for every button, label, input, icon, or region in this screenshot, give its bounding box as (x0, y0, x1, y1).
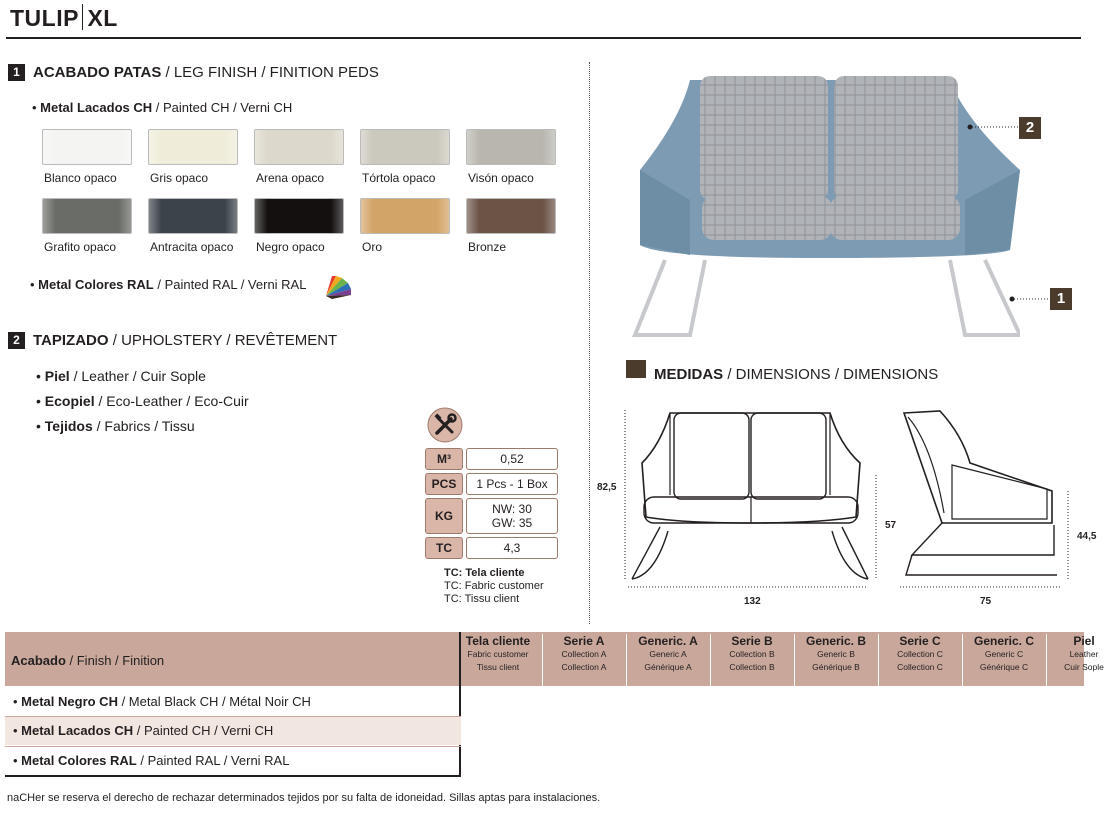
dimensions-heading (626, 360, 938, 383)
tools-icon (427, 407, 463, 443)
dim-depth: 75 (980, 596, 992, 607)
spec-value-weight (466, 498, 558, 534)
column-subtitle: Collection B (729, 662, 775, 672)
finish-swatch (148, 129, 238, 165)
item-bold: Ecopiel (44, 393, 95, 409)
column-separator (589, 62, 590, 624)
table-column-header (710, 634, 794, 674)
finish-swatch (466, 129, 556, 165)
swatch-label: Bronze (468, 240, 507, 254)
side-view-drawing (892, 405, 1074, 595)
column-subtitle: Générique C (979, 662, 1029, 672)
sofa-photo (620, 60, 1020, 350)
table-column-header (626, 634, 710, 674)
tc-note-fr: TC: Tissu client (444, 593, 520, 605)
spec-value-volume: 0,52 (466, 448, 558, 470)
finish-group-ral: • Metal Colores RAL / Painted RAL / Verni RAL (30, 277, 307, 292)
dimensions-title-rest: / DIMENSIONS / DIMENSIONS (723, 366, 939, 383)
net-weight: NW: 30 (492, 502, 532, 516)
dimensions-marker (626, 360, 646, 378)
front-view-drawing (620, 405, 882, 595)
swatch-label: Blanco opaco (44, 171, 117, 185)
column-title: Generic. C (973, 634, 1035, 648)
row-rest: / Metal Black CH / Métal Noir CH (117, 694, 311, 709)
dim-width: 132 (744, 596, 761, 607)
pin-leader-line (1008, 294, 1050, 304)
swatch-label: Visón opaco (468, 171, 534, 185)
table-row: • Metal Lacados CH / Painted CH / Verni CH (5, 717, 461, 745)
item-rest: / Eco-Leather / Eco-Cuir (94, 393, 249, 409)
column-divider (1046, 634, 1047, 686)
footer-disclaimer: naCHer se reserva el derecho de rechazar determinados tejidos por su falta de idoneidad. Sillas aptas para instalaciones. (7, 792, 601, 804)
swatch-label: Tórtola opaco (362, 171, 436, 185)
finish-swatch (360, 198, 450, 234)
tc-note-es: TC: Tela cliente (444, 567, 525, 579)
column-subtitle: Cuir Sople (1064, 662, 1104, 672)
column-title: Serie A (563, 634, 605, 648)
column-divider (710, 634, 711, 686)
finish-swatch (148, 198, 238, 234)
column-subtitle: Générique A (644, 662, 692, 672)
table-column-header (878, 634, 962, 674)
finish-swatch (42, 198, 132, 234)
model-name: XL (87, 5, 118, 31)
column-subtitle: Collection C (897, 662, 943, 672)
title-divider (82, 4, 84, 30)
upholstery-item: • Piel / Leather / Cuir Sople (36, 368, 206, 384)
column-divider (542, 634, 543, 686)
pin-leader-line (966, 122, 1018, 132)
column-divider (878, 634, 879, 686)
swatch-label: Grafito opaco (44, 240, 117, 254)
item-rest: / Leather / Cuir Sople (69, 368, 206, 384)
spec-value-pieces: 1 Pcs - 1 Box (466, 473, 558, 495)
dim-front-height: 82,5 (597, 482, 617, 493)
group-bold: Metal Colores RAL (38, 277, 154, 292)
column-subtitle: Collection B (729, 649, 775, 659)
swatch-label: Arena opaco (256, 171, 325, 185)
swatch-label: Antracita opaco (150, 240, 234, 254)
section-title-rest: / LEG FINISH / FINITION PEDS (161, 64, 379, 81)
table-column-header (458, 634, 538, 674)
finish-group-lacados: • Metal Lacados CH / Painted CH / Verni CH (32, 100, 293, 115)
finish-swatch (254, 198, 344, 234)
spec-value-tc: 4,3 (466, 537, 558, 559)
pin-upholstery: 2 (1019, 117, 1041, 139)
row-rest: / Painted CH / Verni CH (133, 723, 274, 738)
dim-side-height: 44,5 (1077, 531, 1097, 542)
section-number: 2 (8, 332, 25, 349)
row-bold: Metal Lacados CH (21, 723, 134, 738)
table-column-header (794, 634, 878, 674)
column-divider (794, 634, 795, 686)
table-first-header (11, 653, 164, 668)
table-row: • Metal Negro CH / Metal Black CH / Métal Noir CH (13, 694, 311, 709)
column-subtitle: Générique B (812, 662, 860, 672)
section-title-bold: ACABADO PATAS (33, 64, 162, 81)
table-bottom-rule (5, 775, 461, 777)
swatch-label: Gris opaco (150, 171, 209, 185)
item-bold: Tejidos (44, 418, 93, 434)
item-bold: Piel (44, 368, 70, 384)
section-number: 1 (8, 64, 25, 81)
column-subtitle: Fabric customer (467, 649, 529, 659)
finish-swatch (466, 198, 556, 234)
spec-label-tc: TC (425, 537, 463, 559)
column-subtitle: Generic A (649, 649, 687, 659)
dim-seat-height: 57 (885, 520, 897, 531)
page-title (10, 4, 118, 32)
brand-name: TULIP (10, 5, 79, 31)
column-divider (962, 634, 963, 686)
pin-leg: 1 (1050, 288, 1072, 310)
column-title: Serie C (899, 634, 941, 648)
table-column-header (542, 634, 626, 674)
swatch-label: Negro opaco (256, 240, 325, 254)
column-title: Tela cliente (465, 634, 531, 648)
group-bold: Metal Lacados CH (40, 100, 153, 115)
finish-swatch (360, 129, 450, 165)
tc-note (444, 567, 544, 606)
column-subtitle: Generic B (817, 649, 855, 659)
column-title: Generic. A (638, 634, 698, 648)
upholstery-item: • Tejidos / Fabrics / Tissu (36, 418, 195, 434)
spec-label-volume: M³ (425, 448, 463, 470)
finish-swatch (42, 129, 132, 165)
column-title: Serie B (731, 634, 773, 648)
spec-label-pieces: PCS (425, 473, 463, 495)
row-rest: / Painted RAL / Verni RAL (136, 753, 290, 768)
upholstery-item: • Ecopiel / Eco-Leather / Eco-Cuir (36, 393, 249, 409)
title-rule (6, 37, 1081, 39)
swatch-label: Oro (362, 240, 383, 254)
section-title-bold: TAPIZADO (33, 332, 109, 349)
group-rest: / Painted RAL / Verni RAL (153, 277, 307, 292)
first-header-rest: / Finish / Finition (65, 653, 165, 668)
table-column-header (1046, 634, 1112, 674)
tc-note-en: TC: Fabric customer (444, 580, 544, 592)
row-bold: Metal Negro CH (21, 694, 118, 709)
section-leg-finish-heading (8, 64, 379, 81)
spec-label-weight: KG (425, 498, 463, 534)
section-upholstery-heading (8, 332, 337, 349)
table-row: • Metal Colores RAL / Painted RAL / Verni RAL (13, 753, 290, 768)
column-title: Piel (1073, 634, 1095, 648)
column-divider (626, 634, 627, 686)
first-header-bold: Acabado (11, 653, 66, 668)
column-subtitle: Collection A (561, 662, 607, 672)
column-subtitle: Leather (1069, 649, 1099, 659)
column-subtitle: Generic C (984, 649, 1024, 659)
column-title: Generic. B (805, 634, 867, 648)
dimensions-title-bold: MEDIDAS (654, 366, 724, 383)
group-rest: / Painted CH / Verni CH (152, 100, 293, 115)
ral-color-fan-icon (322, 272, 354, 300)
column-subtitle: Collection C (897, 649, 943, 659)
finish-swatch (254, 129, 344, 165)
section-title-rest: / UPHOLSTERY / REVÊTEMENT (108, 332, 338, 349)
column-subtitle: Tissu client (476, 662, 520, 672)
gross-weight: GW: 35 (491, 516, 533, 530)
item-rest: / Fabrics / Tissu (92, 418, 195, 434)
row-bold: Metal Colores RAL (21, 753, 137, 768)
column-subtitle: Collection A (561, 649, 607, 659)
table-column-header (962, 634, 1046, 674)
